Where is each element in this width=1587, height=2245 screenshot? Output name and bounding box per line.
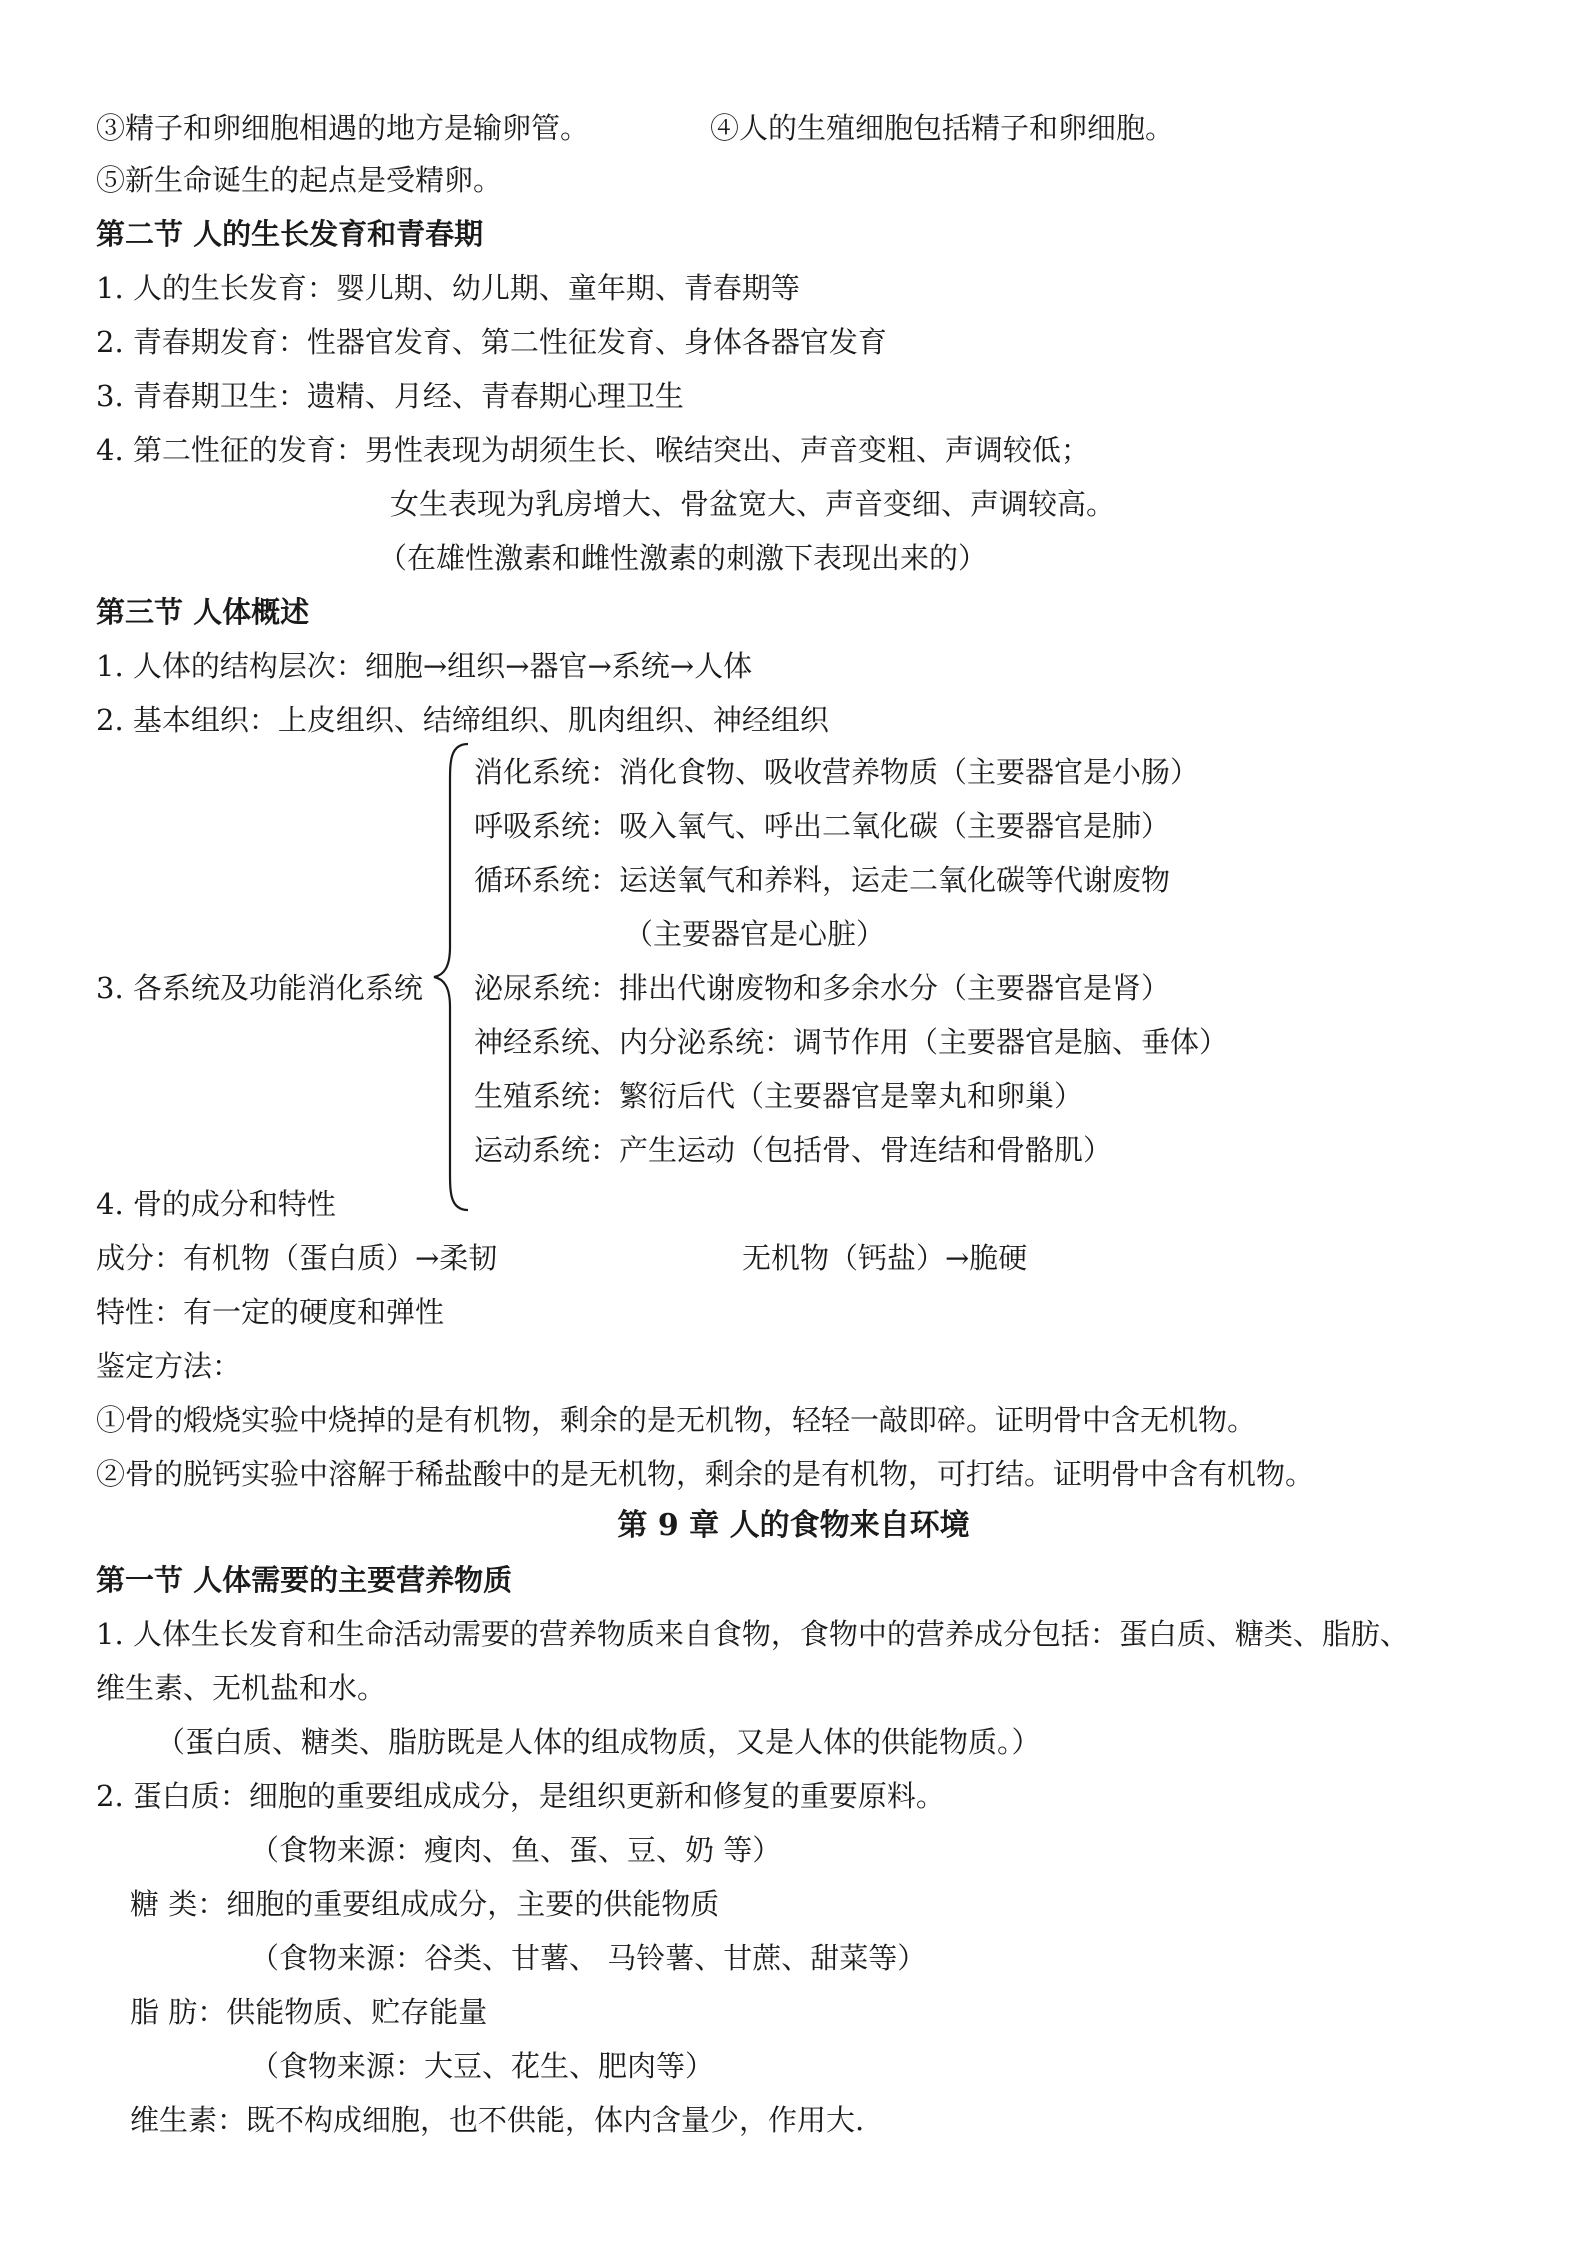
text-line-protein: 2. 蛋白质：细胞的重要组成成分，是组织更新和修复的重要原料。	[96, 1779, 945, 1813]
text-line-germ-cells: ④人的生殖细胞包括精子和卵细胞。	[710, 111, 1175, 145]
systems-label: 3. 各系统及功能消化系统	[96, 971, 423, 1005]
text-line-growth-stages: 1. 人的生长发育：婴儿期、幼儿期、童年期、青春期等	[96, 271, 800, 305]
text-line-bone-composition: 4. 骨的成分和特性	[96, 1187, 336, 1221]
text-line-fat-source: （食物来源：大豆、花生、肥肉等）	[250, 2049, 715, 2083]
text-line-basic-tissues: 2. 基本组织：上皮组织、结缔组织、肌肉组织、神经组织	[96, 703, 829, 737]
text-line-protein-source: （食物来源：瘦肉、鱼、蛋、豆、奶 等）	[250, 1833, 782, 1867]
chapter-title-food: 第 9 章 人的食物来自环境	[617, 1508, 970, 1543]
system-circulatory-organ: （主要器官是心脏）	[624, 917, 886, 951]
text-line-bone-properties: 特性：有一定的硬度和弹性	[96, 1295, 445, 1329]
text-line-identification-method: 鉴定方法：	[96, 1349, 242, 1383]
system-reproductive: 生殖系统：繁衍后代（主要器官是睾丸和卵巢）	[474, 1079, 1084, 1113]
text-line-fat: 脂 肪：供能物质、贮存能量	[130, 1995, 488, 2029]
text-line-hormones-note: （在雄性激素和雌性激素的刺激下表现出来的）	[378, 541, 988, 575]
system-urinary: 泌尿系统：排出代谢废物和多余水分（主要器官是肾）	[474, 971, 1171, 1005]
text-line-sugar: 糖 类：细胞的重要组成成分，主要的供能物质	[130, 1887, 720, 1921]
text-line-secondary-sex-female: 女生表现为乳房增大、骨盆宽大、声音变细、声调较高。	[390, 487, 1116, 521]
text-line-decalcification-experiment: ②骨的脱钙实验中溶解于稀盐酸中的是无机物，剩余的是有机物，可打结。证明骨中含有机物。	[96, 1457, 1315, 1491]
system-respiratory: 呼吸系统：吸入氧气、呼出二氧化碳（主要器官是肺）	[474, 809, 1171, 843]
text-line-structure-levels: 1. 人体的结构层次：细胞→组织→器官→系统→人体	[96, 649, 753, 683]
text-line-calcination-experiment: ①骨的煅烧实验中烧掉的是有机物，剩余的是无机物，轻轻一敲即碎。证明骨中含无机物。	[96, 1403, 1257, 1437]
text-line-energy-note: （蛋白质、糖类、脂肪既是人体的组成物质，又是人体的供能物质。）	[156, 1725, 1041, 1759]
system-nervous-endocrine: 神经系统、内分泌系统：调节作用（主要器官是脑、垂体）	[474, 1025, 1229, 1059]
text-line-zygote: ⑤新生命诞生的起点是受精卵。	[96, 163, 503, 197]
text-line-fertilization-site: ③精子和卵细胞相遇的地方是输卵管。	[96, 111, 590, 145]
text-line-nutrients-list: 维生素、无机盐和水。	[96, 1671, 387, 1705]
curly-brace-icon	[432, 742, 472, 1212]
text-line-sugar-source: （食物来源：谷类、甘薯、 马铃薯、甘蔗、甜菜等）	[250, 1941, 927, 1975]
section-title-nutrients: 第一节 人体需要的主要营养物质	[96, 1563, 513, 1597]
text-line-vitamin: 维生素：既不构成细胞，也不供能，体内含量少，作用大.	[130, 2103, 865, 2137]
text-line-nutrients-intro: 1. 人体生长发育和生命活动需要的营养物质来自食物，食物中的营养成分包括：蛋白质、糖类、脂肪、	[96, 1617, 1409, 1651]
text-line-inorganic-matter: 无机物（钙盐）→脆硬	[742, 1241, 1028, 1275]
text-line-secondary-sex-male: 4. 第二性征的发育：男性表现为胡须生长、喉结突出、声音变粗、声调较低；	[96, 433, 1090, 467]
system-digestive: 消化系统：消化食物、吸收营养物质（主要器官是小肠）	[474, 755, 1200, 789]
system-circulatory: 循环系统：运送氧气和养料，运走二氧化碳等代谢废物	[474, 863, 1171, 897]
section-title-growth: 第二节 人的生长发育和青春期	[96, 217, 484, 251]
text-line-puberty-hygiene: 3. 青春期卫生：遗精、月经、青春期心理卫生	[96, 379, 684, 413]
text-line-puberty-development: 2. 青春期发育：性器官发育、第二性征发育、身体各器官发育	[96, 325, 887, 359]
text-line-organic-matter: 成分：有机物（蛋白质）→柔韧	[96, 1241, 498, 1275]
section-title-body-overview: 第三节 人体概述	[96, 595, 310, 629]
system-motor: 运动系统：产生运动（包括骨、骨连结和骨骼肌）	[474, 1133, 1113, 1167]
